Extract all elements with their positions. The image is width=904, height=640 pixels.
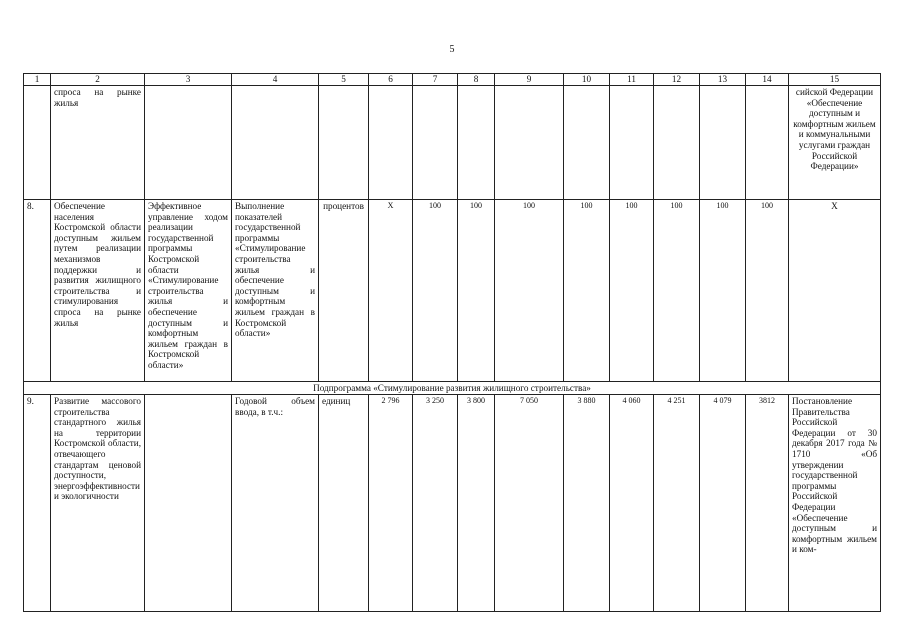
column-header: 11 [610,74,654,86]
table-row [24,200,881,382]
value-cell: 100 [700,200,746,382]
table-cell [654,86,700,200]
value-cell: 4 060 [610,395,654,612]
column-header: 7 [413,74,458,86]
table-cell: Годовой объем ввода, в т.ч.: [232,395,319,612]
table-cell [413,86,458,200]
table-cell [700,86,746,200]
value-cell: 3 250 [413,395,458,612]
column-header: 5 [319,74,369,86]
value-cell: 3812 [746,395,789,612]
value-cell: 4 079 [700,395,746,612]
table-row [24,86,881,200]
column-header: 8 [458,74,495,86]
value-cell: 100 [413,200,458,382]
value-cell: 3 880 [564,395,610,612]
table-cell [145,86,232,200]
column-header: 15 [789,74,881,86]
column-header: 1 [24,74,51,86]
value-cell: 100 [654,200,700,382]
table-cell: Обеспечение населения Костромской области доступным жильем путем реализации механизмов поддержки и развития жилищного строительства и стимулирования спроса на рынке жилья [51,200,145,382]
column-header: 3 [145,74,232,86]
table-cell: Эффективное управление ходом реализации государственной программы Костромской области «Стимулирование строительства жилья и обеспечение доступным и комфортным жильем граждан в Костромской области» [145,200,232,382]
row-number: 9. [24,395,51,612]
indicators-table [23,73,881,612]
table-cell [319,86,369,200]
column-header: 4 [232,74,319,86]
table-cell [458,86,495,200]
value-cell: 2 796 [369,395,413,612]
subprogram-title: Подпрограмма «Стимулирование развития жилищного строительства» [24,382,881,395]
value-cell: 7 050 [495,395,564,612]
table-row [24,395,881,612]
table-cell: сийской Федерации «Обеспечение доступным и комфортным жильем и коммунальными услугами граждан Российской Федерации» [789,86,881,200]
table-cell [610,86,654,200]
row-number: 8. [24,200,51,382]
value-cell: 100 [495,200,564,382]
value-cell: X [369,200,413,382]
value-cell: 100 [564,200,610,382]
table-cell: X [789,200,881,382]
table-cell [564,86,610,200]
table-cell [24,86,51,200]
column-header: 6 [369,74,413,86]
column-header: 2 [51,74,145,86]
column-header: 13 [700,74,746,86]
unit-cell: процентов [319,200,369,382]
table-cell [495,86,564,200]
value-cell: 3 800 [458,395,495,612]
value-cell: 100 [610,200,654,382]
value-cell: 4 251 [654,395,700,612]
table-cell: Постановление Правительства Российской Федерации от 30 декабря 2017 года № 1710 «Об утверждении государственной программы Российской Федерации «Обеспечение доступным и комфортным жильем и ком- [789,395,881,612]
unit-cell: единиц [319,395,369,612]
column-header: 10 [564,74,610,86]
table-cell: Развитие массового строительства стандартного жилья на территории Костромской области, отвечающего стандартам ценовой доступности, энергоэффективности и экологичности [51,395,145,612]
table-cell: спроса на рынке жилья [51,86,145,200]
value-cell: 100 [746,200,789,382]
table-header-row [24,74,881,86]
table-cell [145,395,232,612]
table-cell [232,86,319,200]
table-cell [369,86,413,200]
subprogram-row [24,382,881,395]
column-header: 14 [746,74,789,86]
column-header: 12 [654,74,700,86]
page-number: 5 [449,44,455,55]
table-cell [746,86,789,200]
column-header: 9 [495,74,564,86]
table-cell: Выполнение показателей государственной программы «Стимулирование строительства жилья и обеспечение доступным и комфортным жильем граждан в Костромской области» [232,200,319,382]
value-cell: 100 [458,200,495,382]
